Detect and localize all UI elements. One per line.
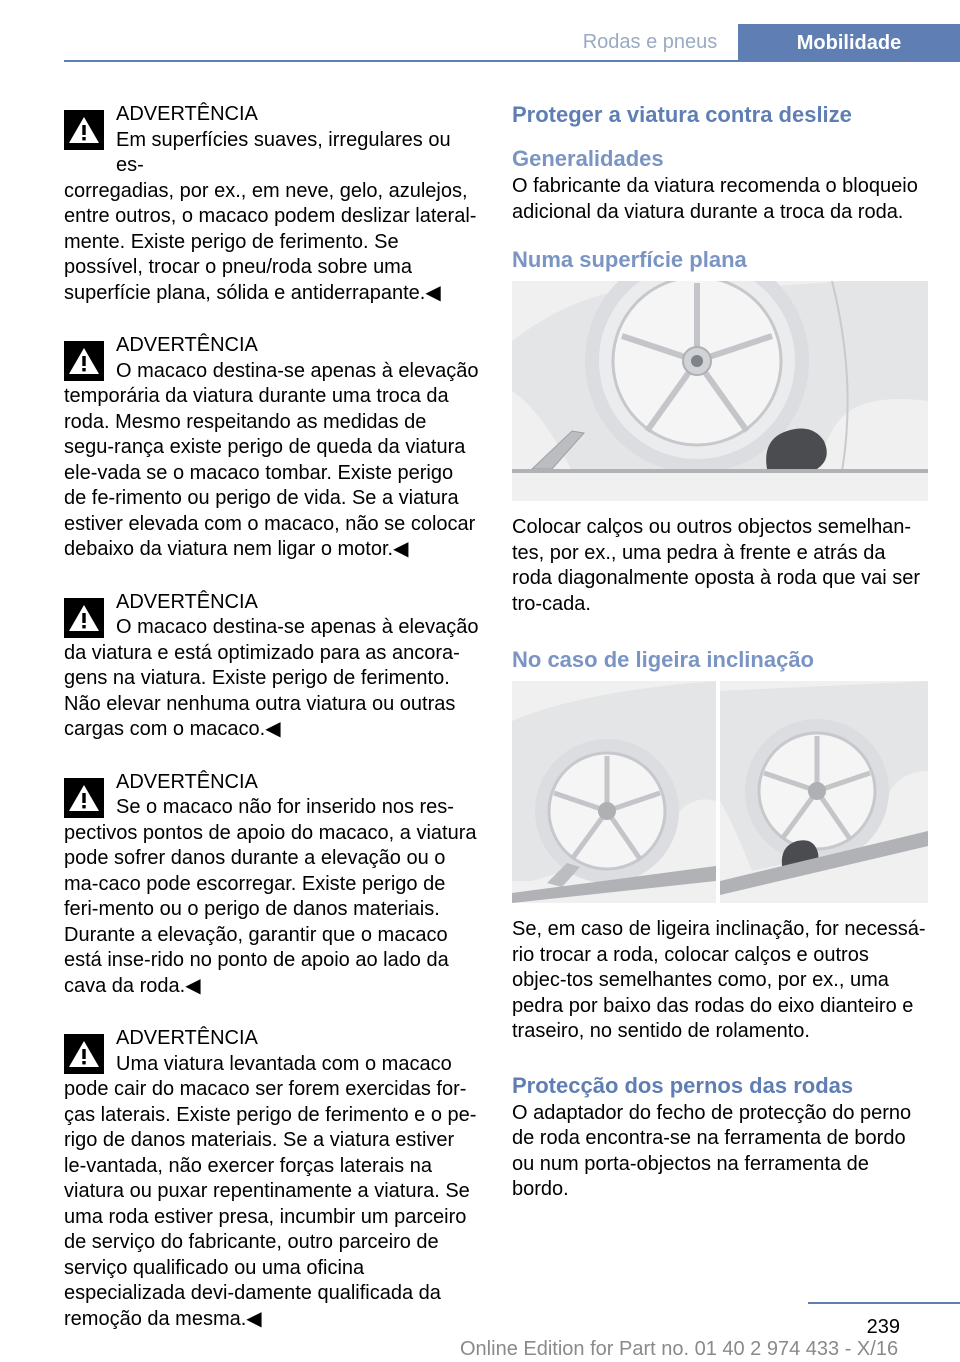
footer-rule xyxy=(808,1302,960,1304)
content-column xyxy=(512,100,928,1203)
section-heading-wheel-bolts: Protecção dos pernos das rodas xyxy=(512,1072,854,1098)
page-number: 239 xyxy=(866,1316,900,1338)
subheading-incline: No caso de ligeira inclinação xyxy=(512,647,814,672)
paragraph-general: O fabricante da viatura recomenda o bloqueio adicional da viatura durante a troca da roda. xyxy=(512,175,918,223)
header-rule xyxy=(64,60,960,62)
warning-triangle-icon xyxy=(64,341,104,381)
warning-title: ADVERTÊNCIA xyxy=(116,103,258,125)
warning-first-line: O macaco destina-se apenas à elevação xyxy=(116,616,479,638)
paragraph-incline: Se, em caso de ligeira inclinação, for necessá-rio trocar a roda, colocar calços e outros objec-tos semelhantes como, por ex., uma pedra por baixo das rodas do eixo dianteiro e traseiro, no sentido de rolamento. xyxy=(512,918,926,1042)
warning-block xyxy=(64,100,480,306)
warning-block xyxy=(64,331,480,563)
paragraph-flat-surface: Colocar calços ou outros objectos semelhan-tes, por ex., uma pedra à frente e atrás da roda diagonalmente oposta à roda que vai ser tro-cada. xyxy=(512,516,921,615)
warning-title: ADVERTÊNCIA xyxy=(116,770,258,793)
warning-title: ADVERTÊNCIA xyxy=(116,1027,258,1049)
warning-first-line: Uma viatura levantada com o macaco xyxy=(116,1052,452,1075)
section-heading: Proteger a viatura contra deslize xyxy=(512,102,852,127)
warning-text: pode cair do macaco ser forem exercidas for-ças laterais. Existe perigo de ferimento e o pe-rigo de danos materiais. Se a viatura estiver le-vantada, não exercer forças laterais na viatura ou puxar repentinamente a viatura. Se uma roda estiver presa, incumbir um parceiro de serviço do fabricante, outro parceiro de serviço qualificado ou uma oficina especializada devi-damente qualificada da remoção da mesma.◀ xyxy=(64,1078,477,1330)
paragraph-wheel-bolts: O adaptador do fecho de protecção do perno de roda encontra-se na ferramenta de bordo ou num porta-objectos na ferramenta de bordo. xyxy=(512,1101,912,1200)
warning-first-line: Se o macaco não for inserido nos res- xyxy=(116,796,454,818)
warning-title: ADVERTÊNCIA xyxy=(116,590,258,613)
warning-triangle-icon xyxy=(64,110,104,150)
warning-title: ADVERTÊNCIA xyxy=(116,334,258,356)
section-tab: Rodas e pneus xyxy=(582,31,718,53)
warning-block xyxy=(64,1024,480,1332)
wheel-chock-flat-illustration xyxy=(512,281,928,501)
subheading-general: Generalidades xyxy=(512,146,664,171)
warning-block xyxy=(64,768,480,1000)
chapter-tab: Mobilidade xyxy=(738,24,960,62)
warnings-column xyxy=(64,100,480,1357)
warning-triangle-icon xyxy=(64,778,104,818)
warning-triangle-icon xyxy=(64,1034,104,1074)
warning-first-line: O macaco destina-se apenas à elevação xyxy=(116,359,479,382)
warning-first-line: Em superfícies suaves, irregulares ou es- xyxy=(116,128,451,176)
edition-footer: Online Edition for Part no. 01 40 2 974 433 - X/16 xyxy=(460,1338,899,1360)
warning-text: temporária da viatura durante uma troca da roda. Mesmo respeitando as medidas de segu-rança existe perigo de queda da viatura ele-vada se o macaco tombar. Existe perigo de fe-rimento ou perigo de vida. Se a viatura estiver elevada com o macaco, não se colocar debaixo da viatura nem ligar o motor.◀ xyxy=(64,385,476,560)
wheel-chock-incline-illustration xyxy=(512,681,928,903)
warning-triangle-icon xyxy=(64,598,104,638)
warning-text: corregadias, por ex., em neve, gelo, azulejos, entre outros, o macaco podem deslizar lateral-mente. Existe perigo de ferimento. Se possível, trocar o pneu/roda sobre uma superfície plana, sólida e antiderrapante.◀ xyxy=(64,179,477,304)
subheading-flat-surface: Numa superfície plana xyxy=(512,247,747,272)
warning-text: da viatura e está optimizado para as ancora-gens na viatura. Existe perigo de ferimento. Não elevar nenhuma outra viatura ou outras cargas com o macaco.◀ xyxy=(64,641,460,740)
warning-block xyxy=(64,588,480,743)
warning-text: pectivos pontos de apoio do macaco, a viatura pode sofrer danos durante a elevação ou o ma-caco pode escorregar. Existe perigo de feri-mento ou o perigo de danos materiais. Durante a elevação, garantir que o macaco está inse-rido no ponto de apoio ao lado da cava da roda.◀ xyxy=(64,821,477,997)
